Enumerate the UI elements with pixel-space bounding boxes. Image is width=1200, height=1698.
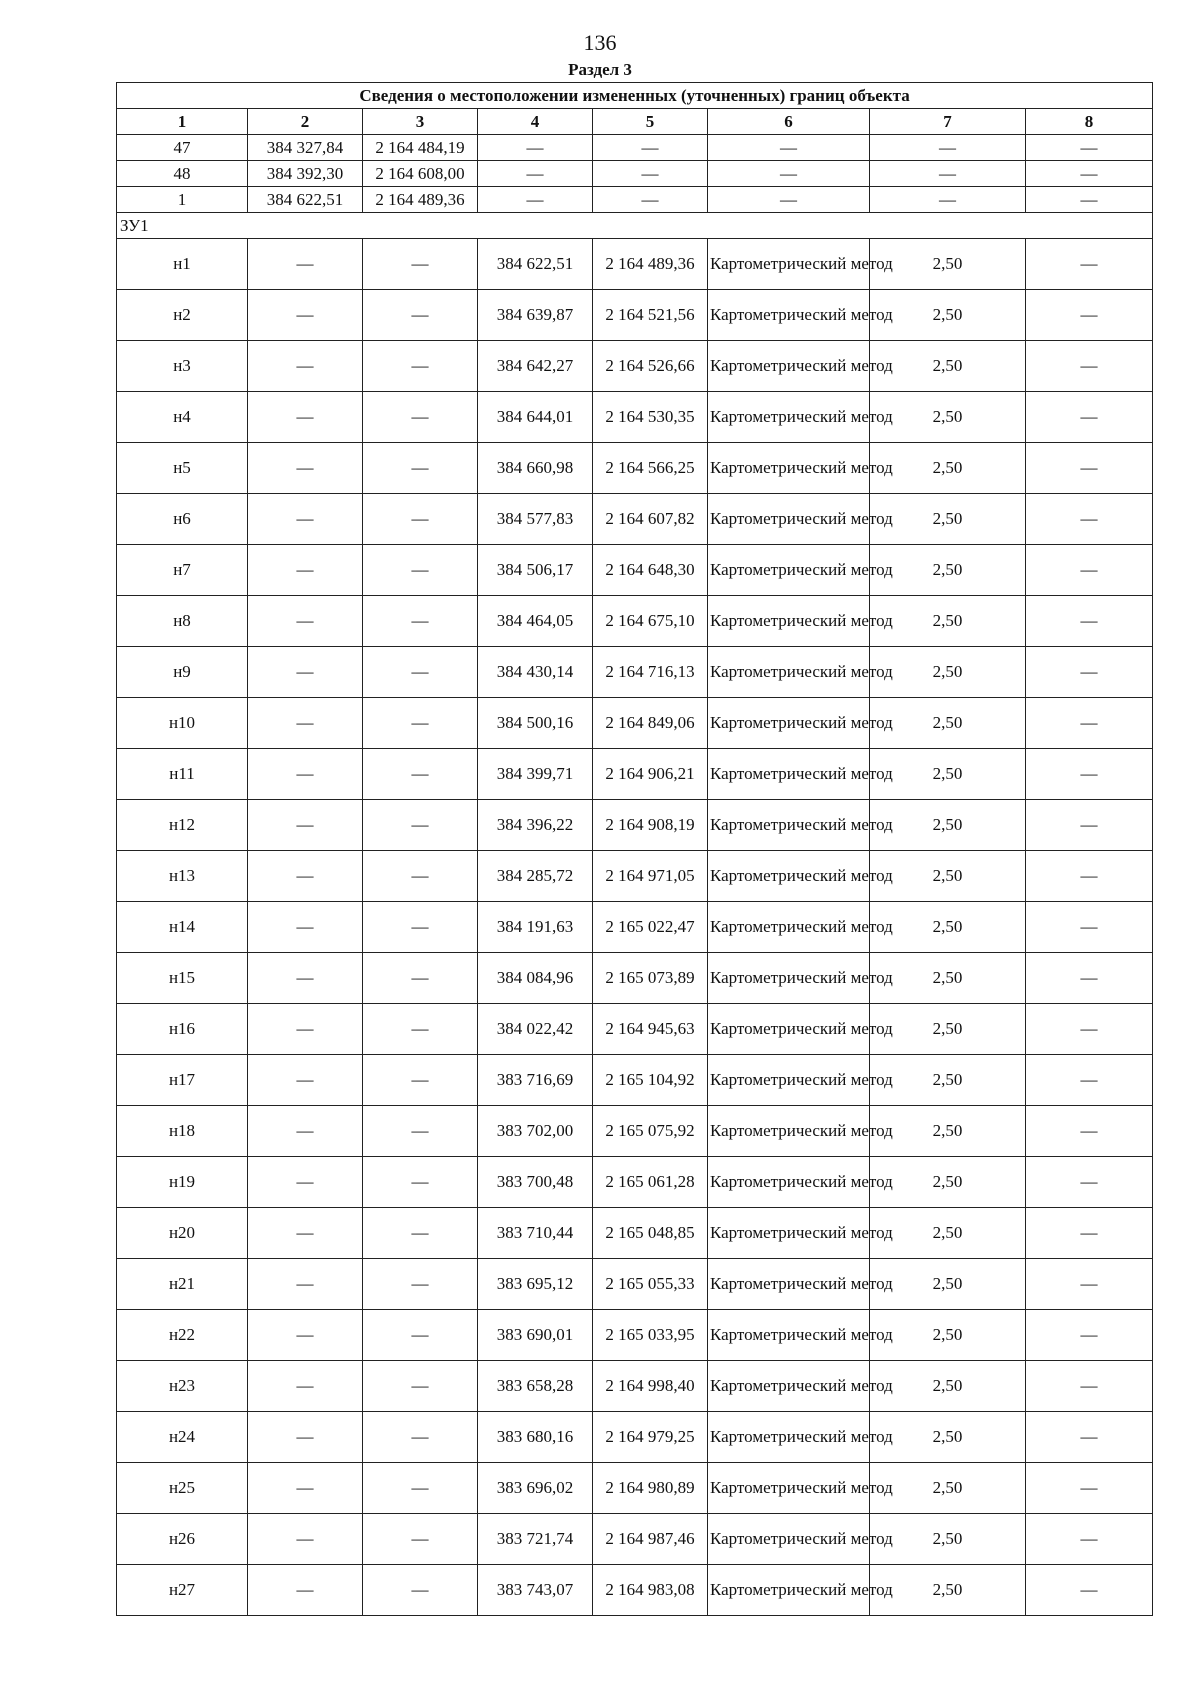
point-number-cell: н25	[117, 1463, 248, 1514]
description-cell: —	[1026, 1361, 1153, 1412]
point-number-cell: н7	[117, 545, 248, 596]
existing-y-cell: —	[363, 392, 478, 443]
new-y-cell: 2 164 983,08	[593, 1565, 708, 1616]
existing-x-cell: —	[248, 1361, 363, 1412]
new-y-cell: —	[593, 187, 708, 213]
description-cell: —	[1026, 290, 1153, 341]
table-row	[117, 1463, 1153, 1514]
description-cell: —	[1026, 161, 1153, 187]
new-y-cell: 2 164 716,13	[593, 647, 708, 698]
accuracy-cell: —	[870, 135, 1026, 161]
existing-x-cell: —	[248, 902, 363, 953]
table-row	[117, 698, 1153, 749]
new-x-cell: 383 690,01	[478, 1310, 593, 1361]
existing-y-cell: —	[363, 1055, 478, 1106]
new-x-cell: 384 464,05	[478, 596, 593, 647]
new-x-cell: 384 191,63	[478, 902, 593, 953]
new-x-cell: 384 577,83	[478, 494, 593, 545]
existing-x-cell: —	[248, 392, 363, 443]
existing-y-cell: —	[363, 1361, 478, 1412]
existing-x-cell: —	[248, 1157, 363, 1208]
column-number: 3	[363, 109, 478, 135]
existing-x-cell: —	[248, 1310, 363, 1361]
point-number-cell: н1	[117, 239, 248, 290]
new-y-cell: 2 164 980,89	[593, 1463, 708, 1514]
table-row	[117, 596, 1153, 647]
accuracy-cell: 2,50	[870, 1565, 1026, 1616]
table-row	[117, 1259, 1153, 1310]
column-number: 5	[593, 109, 708, 135]
new-x-cell: 383 680,16	[478, 1412, 593, 1463]
description-cell: —	[1026, 851, 1153, 902]
description-cell: —	[1026, 1310, 1153, 1361]
new-y-cell: 2 164 521,56	[593, 290, 708, 341]
column-number: 8	[1026, 109, 1153, 135]
new-y-cell: 2 164 971,05	[593, 851, 708, 902]
table-row	[117, 1106, 1153, 1157]
existing-y-cell: —	[363, 239, 478, 290]
description-cell: —	[1026, 1004, 1153, 1055]
existing-y-cell: —	[363, 953, 478, 1004]
existing-x-cell: —	[248, 545, 363, 596]
new-y-cell: 2 165 104,92	[593, 1055, 708, 1106]
new-y-cell: 2 165 033,95	[593, 1310, 708, 1361]
method-cell: Картометрический метод	[708, 1004, 870, 1055]
method-cell: Картометрический метод	[708, 443, 870, 494]
description-cell: —	[1026, 1259, 1153, 1310]
existing-y-cell: —	[363, 647, 478, 698]
table-caption-row	[117, 83, 1153, 109]
new-x-cell: 384 642,27	[478, 341, 593, 392]
table-row	[117, 135, 1153, 161]
existing-y-cell: —	[363, 1004, 478, 1055]
method-cell: Картометрический метод	[708, 953, 870, 1004]
table-row	[117, 1208, 1153, 1259]
table-row	[117, 647, 1153, 698]
method-cell: Картометрический метод	[708, 647, 870, 698]
accuracy-cell: 2,50	[870, 953, 1026, 1004]
new-x-cell: —	[478, 161, 593, 187]
new-y-cell: 2 164 489,36	[593, 239, 708, 290]
new-y-cell: 2 165 022,47	[593, 902, 708, 953]
method-cell: Картометрический метод	[708, 1361, 870, 1412]
table-row	[117, 1565, 1153, 1616]
column-number: 2	[248, 109, 363, 135]
existing-x-cell: —	[248, 851, 363, 902]
existing-x-cell: 384 392,30	[248, 161, 363, 187]
method-cell: —	[708, 135, 870, 161]
existing-x-cell: —	[248, 1463, 363, 1514]
description-cell: —	[1026, 749, 1153, 800]
point-number-cell: н5	[117, 443, 248, 494]
table-row	[117, 545, 1153, 596]
method-cell: Картометрический метод	[708, 596, 870, 647]
method-cell: Картометрический метод	[708, 1565, 870, 1616]
description-cell: —	[1026, 698, 1153, 749]
description-cell: —	[1026, 1412, 1153, 1463]
method-cell: Картометрический метод	[708, 800, 870, 851]
description-cell: —	[1026, 341, 1153, 392]
method-cell: Картометрический метод	[708, 851, 870, 902]
existing-x-cell: —	[248, 1514, 363, 1565]
new-x-cell: —	[478, 135, 593, 161]
description-cell: —	[1026, 392, 1153, 443]
point-number-cell: н21	[117, 1259, 248, 1310]
new-x-cell: 383 743,07	[478, 1565, 593, 1616]
accuracy-cell: 2,50	[870, 749, 1026, 800]
table-row	[117, 749, 1153, 800]
point-number-cell: н4	[117, 392, 248, 443]
new-y-cell: 2 164 607,82	[593, 494, 708, 545]
group-label-row	[117, 213, 1153, 239]
description-cell: —	[1026, 647, 1153, 698]
existing-x-cell: —	[248, 1004, 363, 1055]
new-y-cell: 2 164 945,63	[593, 1004, 708, 1055]
table-row	[117, 494, 1153, 545]
point-number-cell: н9	[117, 647, 248, 698]
description-cell: —	[1026, 1514, 1153, 1565]
accuracy-cell: 2,50	[870, 1208, 1026, 1259]
new-x-cell: 384 430,14	[478, 647, 593, 698]
table-body	[117, 135, 1153, 1616]
new-x-cell: 384 399,71	[478, 749, 593, 800]
existing-y-cell: —	[363, 698, 478, 749]
method-cell: Картометрический метод	[708, 1310, 870, 1361]
accuracy-cell: 2,50	[870, 1106, 1026, 1157]
existing-y-cell: —	[363, 1106, 478, 1157]
new-y-cell: —	[593, 135, 708, 161]
method-cell: Картометрический метод	[708, 698, 870, 749]
point-number-cell: н24	[117, 1412, 248, 1463]
section-title: Раздел 3	[568, 60, 632, 79]
existing-x-cell: —	[248, 1106, 363, 1157]
new-y-cell: 2 165 075,92	[593, 1106, 708, 1157]
point-number-cell: 48	[117, 161, 248, 187]
point-number-cell: н20	[117, 1208, 248, 1259]
existing-y-cell: 2 164 484,19	[363, 135, 478, 161]
description-cell: —	[1026, 1106, 1153, 1157]
existing-y-cell: —	[363, 1208, 478, 1259]
table-row	[117, 341, 1153, 392]
point-number-cell: н15	[117, 953, 248, 1004]
existing-x-cell: —	[248, 1055, 363, 1106]
existing-y-cell: 2 164 489,36	[363, 187, 478, 213]
table-row	[117, 1157, 1153, 1208]
new-x-cell: 383 702,00	[478, 1106, 593, 1157]
new-x-cell: 383 695,12	[478, 1259, 593, 1310]
description-cell: —	[1026, 494, 1153, 545]
existing-x-cell: —	[248, 698, 363, 749]
table-row	[117, 443, 1153, 494]
method-cell: Картометрический метод	[708, 1055, 870, 1106]
accuracy-cell: 2,50	[870, 596, 1026, 647]
existing-y-cell: —	[363, 1565, 478, 1616]
new-x-cell: 384 639,87	[478, 290, 593, 341]
accuracy-cell: 2,50	[870, 698, 1026, 749]
point-number-cell: н8	[117, 596, 248, 647]
existing-x-cell: —	[248, 800, 363, 851]
method-cell: Картометрический метод	[708, 545, 870, 596]
existing-x-cell: —	[248, 1259, 363, 1310]
new-y-cell: 2 164 908,19	[593, 800, 708, 851]
existing-x-cell: —	[248, 596, 363, 647]
existing-y-cell: —	[363, 851, 478, 902]
existing-x-cell: —	[248, 749, 363, 800]
new-x-cell: 383 658,28	[478, 1361, 593, 1412]
table-row	[117, 161, 1153, 187]
existing-y-cell: 2 164 608,00	[363, 161, 478, 187]
point-number-cell: н12	[117, 800, 248, 851]
accuracy-cell: 2,50	[870, 1004, 1026, 1055]
method-cell: Картометрический метод	[708, 392, 870, 443]
table-row	[117, 1310, 1153, 1361]
existing-x-cell: —	[248, 1412, 363, 1463]
accuracy-cell: 2,50	[870, 1412, 1026, 1463]
existing-y-cell: —	[363, 1463, 478, 1514]
description-cell: —	[1026, 1463, 1153, 1514]
table-row	[117, 1412, 1153, 1463]
point-number-cell: н10	[117, 698, 248, 749]
accuracy-cell: 2,50	[870, 545, 1026, 596]
point-number-cell: н23	[117, 1361, 248, 1412]
method-cell: Картометрический метод	[708, 1208, 870, 1259]
new-x-cell: 384 500,16	[478, 698, 593, 749]
accuracy-cell: —	[870, 187, 1026, 213]
description-cell: —	[1026, 596, 1153, 647]
column-number: 4	[478, 109, 593, 135]
table-row	[117, 392, 1153, 443]
new-y-cell: 2 164 530,35	[593, 392, 708, 443]
description-cell: —	[1026, 187, 1153, 213]
new-x-cell: 383 721,74	[478, 1514, 593, 1565]
accuracy-cell: 2,50	[870, 1361, 1026, 1412]
existing-x-cell: 384 622,51	[248, 187, 363, 213]
method-cell: Картометрический метод	[708, 1412, 870, 1463]
accuracy-cell: 2,50	[870, 851, 1026, 902]
point-number-cell: 1	[117, 187, 248, 213]
method-cell: Картометрический метод	[708, 1157, 870, 1208]
existing-y-cell: —	[363, 749, 478, 800]
existing-y-cell: —	[363, 545, 478, 596]
existing-y-cell: —	[363, 290, 478, 341]
existing-y-cell: —	[363, 443, 478, 494]
accuracy-cell: 2,50	[870, 647, 1026, 698]
description-cell: —	[1026, 1565, 1153, 1616]
new-x-cell: 384 396,22	[478, 800, 593, 851]
existing-y-cell: —	[363, 341, 478, 392]
existing-x-cell: —	[248, 1208, 363, 1259]
method-cell: —	[708, 187, 870, 213]
point-number-cell: 47	[117, 135, 248, 161]
point-number-cell: н19	[117, 1157, 248, 1208]
existing-x-cell: —	[248, 1565, 363, 1616]
table-row	[117, 953, 1153, 1004]
table-row	[117, 187, 1153, 213]
existing-x-cell: —	[248, 341, 363, 392]
new-x-cell: 384 506,17	[478, 545, 593, 596]
accuracy-cell: 2,50	[870, 290, 1026, 341]
accuracy-cell: 2,50	[870, 902, 1026, 953]
method-cell: Картометрический метод	[708, 1514, 870, 1565]
new-y-cell: 2 164 979,25	[593, 1412, 708, 1463]
table-row	[117, 800, 1153, 851]
accuracy-cell: 2,50	[870, 494, 1026, 545]
point-number-cell: н27	[117, 1565, 248, 1616]
point-number-cell: н13	[117, 851, 248, 902]
existing-x-cell: 384 327,84	[248, 135, 363, 161]
new-x-cell: 383 696,02	[478, 1463, 593, 1514]
new-y-cell: 2 164 987,46	[593, 1514, 708, 1565]
new-x-cell: —	[478, 187, 593, 213]
accuracy-cell: 2,50	[870, 341, 1026, 392]
description-cell: —	[1026, 902, 1153, 953]
description-cell: —	[1026, 1208, 1153, 1259]
point-number-cell: н18	[117, 1106, 248, 1157]
point-number-cell: н2	[117, 290, 248, 341]
accuracy-cell: —	[870, 161, 1026, 187]
new-y-cell: 2 164 675,10	[593, 596, 708, 647]
existing-y-cell: —	[363, 596, 478, 647]
existing-y-cell: —	[363, 494, 478, 545]
method-cell: Картометрический метод	[708, 494, 870, 545]
description-cell: —	[1026, 1055, 1153, 1106]
method-cell: Картометрический метод	[708, 239, 870, 290]
accuracy-cell: 2,50	[870, 239, 1026, 290]
point-number-cell: н3	[117, 341, 248, 392]
method-cell: Картометрический метод	[708, 902, 870, 953]
coordinates-table	[116, 82, 1153, 1616]
accuracy-cell: 2,50	[870, 1514, 1026, 1565]
table-row	[117, 1055, 1153, 1106]
description-cell: —	[1026, 800, 1153, 851]
accuracy-cell: 2,50	[870, 1055, 1026, 1106]
new-y-cell: 2 164 526,66	[593, 341, 708, 392]
new-x-cell: 384 622,51	[478, 239, 593, 290]
table-row	[117, 851, 1153, 902]
accuracy-cell: 2,50	[870, 1157, 1026, 1208]
point-number-cell: н14	[117, 902, 248, 953]
new-x-cell: 384 644,01	[478, 392, 593, 443]
point-number-cell: н22	[117, 1310, 248, 1361]
new-y-cell: 2 165 055,33	[593, 1259, 708, 1310]
point-number-cell: н26	[117, 1514, 248, 1565]
column-number: 6	[708, 109, 870, 135]
existing-y-cell: —	[363, 1157, 478, 1208]
accuracy-cell: 2,50	[870, 1463, 1026, 1514]
method-cell: Картометрический метод	[708, 1106, 870, 1157]
accuracy-cell: 2,50	[870, 800, 1026, 851]
existing-y-cell: —	[363, 1412, 478, 1463]
existing-x-cell: —	[248, 290, 363, 341]
point-number-cell: н16	[117, 1004, 248, 1055]
new-x-cell: 384 660,98	[478, 443, 593, 494]
existing-y-cell: —	[363, 800, 478, 851]
description-cell: —	[1026, 545, 1153, 596]
existing-x-cell: —	[248, 443, 363, 494]
new-x-cell: 384 084,96	[478, 953, 593, 1004]
method-cell: Картометрический метод	[708, 749, 870, 800]
method-cell: Картометрический метод	[708, 1463, 870, 1514]
method-cell: Картометрический метод	[708, 1259, 870, 1310]
description-cell: —	[1026, 135, 1153, 161]
table-caption: Сведения о местоположении измененных (уточненных) границ объекта	[117, 83, 1153, 109]
new-y-cell: —	[593, 161, 708, 187]
description-cell: —	[1026, 1157, 1153, 1208]
page-number: 136	[583, 30, 617, 55]
description-cell: —	[1026, 953, 1153, 1004]
column-number: 7	[870, 109, 1026, 135]
group-label: ЗУ1	[117, 213, 1153, 239]
table-row	[117, 1004, 1153, 1055]
table-row	[117, 902, 1153, 953]
new-y-cell: 2 164 849,06	[593, 698, 708, 749]
accuracy-cell: 2,50	[870, 443, 1026, 494]
new-x-cell: 383 700,48	[478, 1157, 593, 1208]
existing-x-cell: —	[248, 494, 363, 545]
description-cell: —	[1026, 443, 1153, 494]
point-number-cell: н17	[117, 1055, 248, 1106]
table-row	[117, 239, 1153, 290]
existing-x-cell: —	[248, 239, 363, 290]
new-y-cell: 2 164 998,40	[593, 1361, 708, 1412]
existing-y-cell: —	[363, 1310, 478, 1361]
point-number-cell: н11	[117, 749, 248, 800]
method-cell: —	[708, 161, 870, 187]
table-row	[117, 290, 1153, 341]
method-cell: Картометрический метод	[708, 290, 870, 341]
new-x-cell: 384 285,72	[478, 851, 593, 902]
existing-x-cell: —	[248, 953, 363, 1004]
column-number: 1	[117, 109, 248, 135]
column-number-row	[117, 109, 1153, 135]
existing-y-cell: —	[363, 1259, 478, 1310]
accuracy-cell: 2,50	[870, 1310, 1026, 1361]
accuracy-cell: 2,50	[870, 392, 1026, 443]
new-y-cell: 2 165 048,85	[593, 1208, 708, 1259]
new-y-cell: 2 164 566,25	[593, 443, 708, 494]
table-row	[117, 1514, 1153, 1565]
description-cell: —	[1026, 239, 1153, 290]
existing-y-cell: —	[363, 902, 478, 953]
new-y-cell: 2 164 906,21	[593, 749, 708, 800]
new-y-cell: 2 164 648,30	[593, 545, 708, 596]
new-x-cell: 383 710,44	[478, 1208, 593, 1259]
new-x-cell: 383 716,69	[478, 1055, 593, 1106]
method-cell: Картометрический метод	[708, 341, 870, 392]
existing-x-cell: —	[248, 647, 363, 698]
existing-y-cell: —	[363, 1514, 478, 1565]
accuracy-cell: 2,50	[870, 1259, 1026, 1310]
point-number-cell: н6	[117, 494, 248, 545]
new-x-cell: 384 022,42	[478, 1004, 593, 1055]
new-y-cell: 2 165 061,28	[593, 1157, 708, 1208]
table-row	[117, 1361, 1153, 1412]
new-y-cell: 2 165 073,89	[593, 953, 708, 1004]
